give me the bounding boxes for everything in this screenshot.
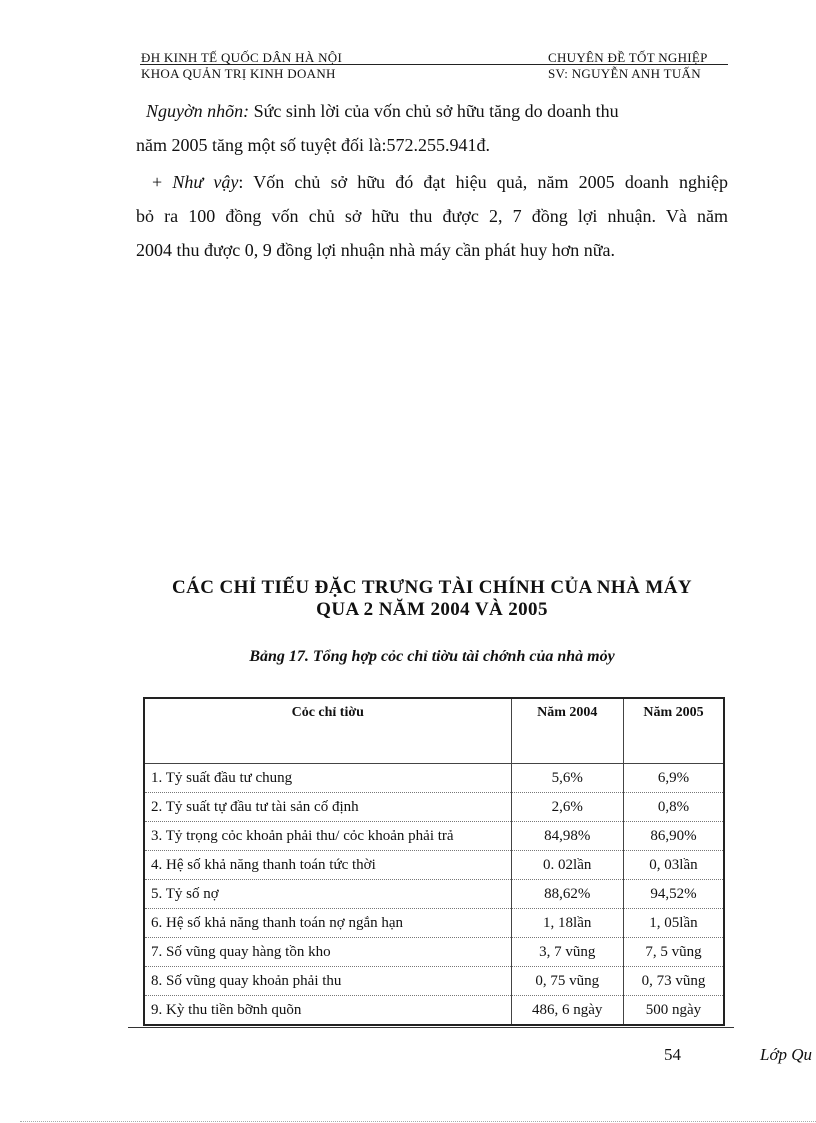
header-doc-type: CHUYÊN ĐỀ TỐT NGHIỆP <box>548 50 708 65</box>
indicator-name: 8. Số vũng quay khoản phải thu <box>144 967 511 996</box>
indicator-name: 5. Tỷ số nợ <box>144 880 511 909</box>
footer-rule <box>128 1027 734 1028</box>
paragraph-cause-line1 <box>146 101 619 121</box>
value-2005: 500 ngày <box>623 996 724 1026</box>
footer-class-label: Lớp Qu <box>760 1045 813 1064</box>
value-2005: 1, 05lần <box>623 909 724 938</box>
table-header-row <box>144 698 724 764</box>
header-faculty: KHOA QUẢN TRỊ KINH DOANH <box>141 66 336 81</box>
value-2004: 0. 02lần <box>511 851 623 880</box>
paragraph-cause-line2: năm 2005 tăng một số tuyệt đối là:572.255.941đ. <box>136 135 490 155</box>
header-indicators: Cỏc chỉ tiờu <box>144 698 511 764</box>
indicator-name: 2. Tỷ suất tự đầu tư tài sản cố định <box>144 793 511 822</box>
table-row <box>144 851 724 880</box>
conclusion-label: Như vậy <box>172 172 239 192</box>
value-2004: 84,98% <box>511 822 623 851</box>
value-2005: 86,90% <box>623 822 724 851</box>
header-rule <box>140 64 728 65</box>
value-2005: 6,9% <box>623 764 724 793</box>
value-2004: 1, 18lần <box>511 909 623 938</box>
table-caption: Bảng 17. Tổng hợp cỏc chỉ tiờu tài chớnh của nhà mỏy <box>249 648 615 665</box>
value-2005: 0,8% <box>623 793 724 822</box>
value-2004: 5,6% <box>511 764 623 793</box>
paragraph-conclusion-line2: bỏ ra 100 đồng vốn chủ sở hữu thu được 2, 7 đồng lợi nhuận. Và năm <box>136 206 728 226</box>
header-year-2005: Năm 2005 <box>623 698 724 764</box>
section-title-line2: QUA 2 NĂM 2004 VÀ 2005 <box>316 599 548 620</box>
financial-indicators-table <box>143 697 725 1026</box>
value-2004: 3, 7 vũng <box>511 938 623 967</box>
bottom-dotted-rule <box>20 1121 816 1122</box>
cause-text: Sức sinh lời của vốn chủ sở hữu tăng do doanh thu <box>249 101 619 121</box>
conclusion-text: : Vốn chủ sở hữu đó đạt hiệu quả, năm 2005 doanh nghiệp <box>238 172 728 192</box>
header-student: SV: NGUYỄN ANH TUẤN <box>548 66 701 81</box>
value-2005: 7, 5 vũng <box>623 938 724 967</box>
table-row <box>144 967 724 996</box>
value-2004: 2,6% <box>511 793 623 822</box>
table-row <box>144 822 724 851</box>
paragraph-conclusion-line3: 2004 thu được 0, 9 đồng lợi nhuận nhà máy cần phát huy hơn nữa. <box>136 240 615 260</box>
table-row <box>144 764 724 793</box>
header-university: ĐH KINH TẾ QUỐC DÂN HÀ NỘI <box>141 50 343 65</box>
page-number: 54 <box>664 1045 681 1064</box>
value-2004: 486, 6 ngày <box>511 996 623 1026</box>
value-2005: 0, 73 vũng <box>623 967 724 996</box>
table-row <box>144 996 724 1026</box>
table-row <box>144 938 724 967</box>
cause-label: Nguyờn nhõn: <box>146 101 250 121</box>
table-row <box>144 793 724 822</box>
value-2005: 94,52% <box>623 880 724 909</box>
bullet-plus: + <box>152 172 173 192</box>
table-row <box>144 880 724 909</box>
header-year-2004: Năm 2004 <box>511 698 623 764</box>
table-row <box>144 909 724 938</box>
indicator-name: 9. Kỳ thu tiền bỡnh quõn <box>144 996 511 1026</box>
indicator-name: 4. Hệ số khả năng thanh toán tức thời <box>144 851 511 880</box>
section-title-line1: CÁC CHỈ TIẾU ĐẶC TRƯNG TÀI CHÍNH CỦA NHÀ MÁY <box>172 577 692 598</box>
value-2004: 88,62% <box>511 880 623 909</box>
indicator-name: 3. Tỷ trọng cỏc khoản phải thu/ cỏc khoản phải trả <box>144 822 511 851</box>
value-2005: 0, 03lần <box>623 851 724 880</box>
paragraph-conclusion-line1 <box>152 172 728 192</box>
indicator-name: 6. Hệ số khả năng thanh toán nợ ngắn hạn <box>144 909 511 938</box>
value-2004: 0, 75 vũng <box>511 967 623 996</box>
indicator-name: 1. Tỷ suất đầu tư chung <box>144 764 511 793</box>
indicator-name: 7. Số vũng quay hàng tồn kho <box>144 938 511 967</box>
